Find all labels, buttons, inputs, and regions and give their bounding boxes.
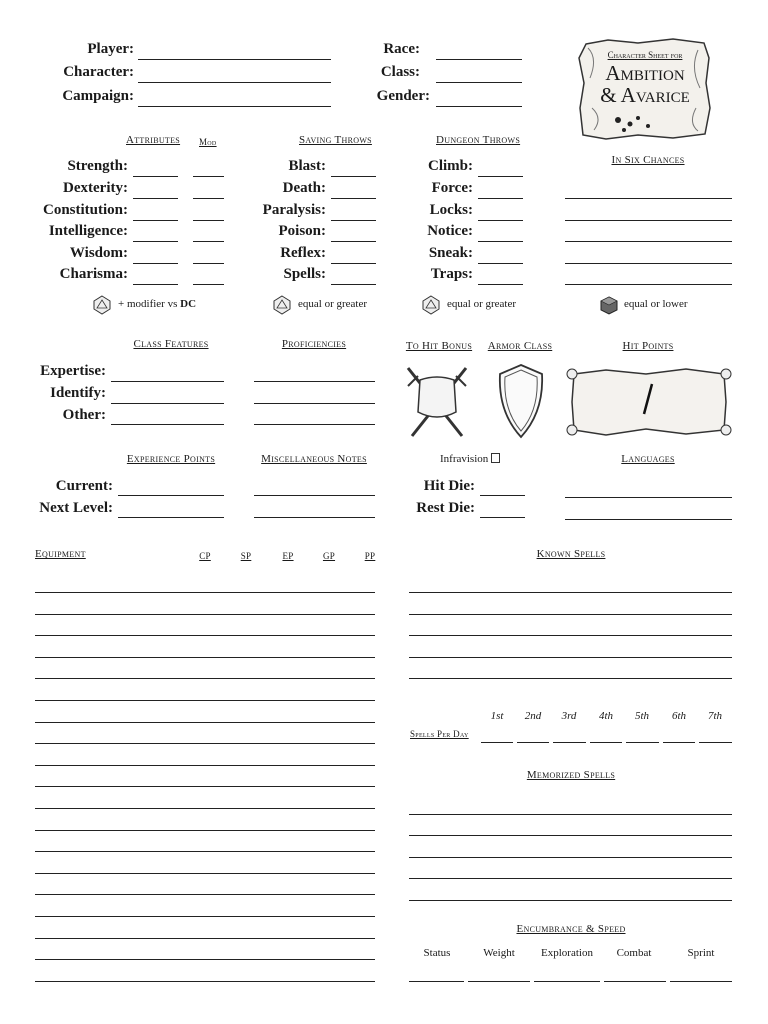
equipment-line[interactable] (35, 959, 375, 960)
infravision-text: Infravision (440, 453, 489, 465)
spell-level-2nd: 2nd (524, 710, 542, 722)
memorized-spell-line[interactable] (409, 857, 732, 858)
experience-title: Experience Points (126, 453, 216, 465)
infravision-label (440, 452, 500, 466)
other-label: Other: (62, 407, 106, 423)
save-spells-field[interactable] (331, 284, 376, 285)
rest-die-field[interactable] (480, 517, 525, 518)
mod-intelligence-field[interactable] (193, 241, 224, 242)
player-field[interactable] (138, 59, 331, 60)
dt-force-label: Force: (431, 180, 473, 196)
attr-strength-field[interactable] (133, 176, 178, 177)
spells-per-day-3rd-field[interactable] (553, 742, 586, 743)
spells-per-day-7th-field[interactable] (699, 742, 732, 743)
dt-locks-label: Locks: (429, 202, 473, 218)
dt-climb-label: Climb: (428, 158, 473, 174)
class-features-title: Class Features (133, 338, 209, 350)
dc-text: DC (180, 298, 197, 310)
attr-dexterity-field[interactable] (133, 198, 178, 199)
memorized-spell-line[interactable] (409, 814, 732, 815)
attr-charisma-label: Charisma: (59, 266, 128, 282)
equipment-line[interactable] (35, 830, 375, 831)
enc-status-field[interactable] (409, 981, 464, 982)
logo-line1: Character Sheet for (607, 50, 683, 60)
coin-ep: EP (282, 551, 294, 561)
memorized-spell-line[interactable] (409, 835, 732, 836)
equipment-line[interactable] (35, 700, 375, 701)
attr-strength-label: Strength: (67, 158, 128, 174)
spell-level-4th: 4th (598, 710, 614, 722)
equipment-line[interactable] (35, 938, 375, 939)
known-spell-line[interactable] (409, 614, 732, 615)
dt-sneak-label: Sneak: (428, 245, 473, 261)
mod-dexterity-field[interactable] (193, 198, 224, 199)
misc-notes-field-1[interactable] (254, 495, 375, 496)
coin-sp: SP (240, 551, 252, 561)
dt-locks-field[interactable] (478, 220, 523, 221)
coin-pp: PP (364, 551, 376, 561)
languages-field-2[interactable] (565, 519, 732, 520)
dt-sneak-field[interactable] (478, 263, 523, 264)
spells-per-day-1st-field[interactable] (481, 742, 513, 743)
saving-throws-title: Saving Throws (299, 134, 372, 146)
mod-wisdom-field[interactable] (193, 263, 224, 264)
attr-intelligence-field[interactable] (133, 241, 178, 242)
attr-intelligence-label: Intelligence: (48, 223, 128, 239)
race-label: Race: (383, 41, 420, 57)
equipment-line[interactable] (35, 808, 375, 809)
enc-exploration-header: Exploration (541, 947, 593, 959)
dt-traps-label: Traps: (430, 266, 473, 282)
shield-icon[interactable] (496, 362, 546, 440)
saving-note: equal or greater (298, 298, 368, 310)
attr-charisma-field[interactable] (133, 284, 178, 285)
equipment-line[interactable] (35, 592, 375, 593)
dt-notice-label: Notice: (427, 223, 473, 239)
spells-per-day-4th-field[interactable] (590, 742, 622, 743)
gender-label: Gender: (376, 88, 430, 104)
memorized-spell-line[interactable] (409, 878, 732, 879)
save-reflex-field[interactable] (331, 263, 376, 264)
attr-wisdom-field[interactable] (133, 263, 178, 264)
coin-gp: GP (322, 551, 336, 561)
known-spell-line[interactable] (409, 592, 732, 593)
spell-level-1st: 1st (490, 710, 504, 722)
equipment-line[interactable] (35, 894, 375, 895)
dt-climb-field[interactable] (478, 176, 523, 177)
crossed-swords-icon[interactable] (404, 362, 470, 442)
equipment-line[interactable] (35, 916, 375, 917)
equipment-line[interactable] (35, 765, 375, 766)
memorized-spells-title: Memorized Spells (526, 769, 616, 781)
spells-per-day-2nd-field[interactable] (517, 742, 549, 743)
mod-constitution-field[interactable] (193, 220, 224, 221)
attr-note (118, 297, 196, 311)
expertise-field[interactable] (111, 381, 224, 382)
six-chances-note: equal or lower (624, 298, 688, 310)
six-chances-field-3[interactable] (565, 241, 732, 242)
equipment-line[interactable] (35, 851, 375, 852)
equipment-line[interactable] (35, 657, 375, 658)
six-chances-field-1[interactable] (565, 198, 732, 199)
character-label: Character: (63, 64, 134, 80)
enc-combat-field[interactable] (604, 981, 666, 982)
save-paralysis-label: Paralysis: (262, 202, 326, 218)
misc-notes-title: Miscellaneous Notes (261, 453, 367, 465)
memorized-spell-line[interactable] (409, 900, 732, 901)
six-chances-title: In Six Chances (611, 154, 685, 166)
languages-title: Languages (621, 453, 675, 465)
languages-field-1[interactable] (565, 497, 732, 498)
attr-wisdom-label: Wisdom: (69, 245, 128, 261)
enc-sprint-header: Sprint (687, 947, 715, 959)
logo (578, 38, 712, 140)
known-spell-line[interactable] (409, 635, 732, 636)
save-blast-field[interactable] (331, 176, 376, 177)
identify-field[interactable] (111, 403, 224, 404)
infravision-checkbox[interactable] (491, 453, 500, 463)
save-blast-label: Blast: (288, 158, 326, 174)
next-level-label: Next Level: (39, 500, 113, 516)
gender-field[interactable] (436, 106, 522, 107)
proficiency-field-2[interactable] (254, 403, 375, 404)
attr-constitution-label: Constitution: (42, 202, 128, 218)
d20-icon (92, 295, 112, 315)
spells-per-day-6th-field[interactable] (663, 742, 695, 743)
class-label: Class: (380, 64, 420, 80)
equipment-line[interactable] (35, 743, 375, 744)
other-field[interactable] (111, 424, 224, 425)
equipment-line[interactable] (35, 635, 375, 636)
save-death-label: Death: (282, 180, 326, 196)
character-field[interactable] (138, 82, 331, 83)
hit-die-label: Hit Die: (423, 478, 475, 494)
d20-icon (272, 295, 292, 315)
six-chances-field-4[interactable] (565, 263, 732, 264)
spells-per-day-label: Spells Per Day (410, 729, 469, 739)
attr-constitution-field[interactable] (133, 220, 178, 221)
mod-title: Mod (199, 137, 217, 147)
player-label: Player: (87, 41, 134, 57)
hit-points-scroll-icon[interactable] (566, 366, 732, 438)
equipment-line[interactable] (35, 614, 375, 615)
attributes-title: Attributes (126, 134, 181, 146)
expertise-label: Expertise: (40, 363, 106, 379)
attr-dexterity-label: Dexterity: (63, 180, 128, 196)
equipment-line[interactable] (35, 873, 375, 874)
dt-traps-field[interactable] (478, 284, 523, 285)
armor-class-title: Armor Class (487, 340, 553, 352)
next-level-field[interactable] (118, 517, 224, 518)
spell-level-3rd: 3rd (561, 710, 577, 722)
save-paralysis-field[interactable] (331, 220, 376, 221)
dt-force-field[interactable] (478, 198, 523, 199)
equipment-line[interactable] (35, 786, 375, 787)
mod-charisma-field[interactable] (193, 284, 224, 285)
enc-exploration-field[interactable] (534, 981, 600, 982)
attr-note-text: + modifier vs (118, 298, 178, 310)
logo-line2: Ambition (605, 61, 685, 85)
d20-icon (421, 295, 441, 315)
enc-sprint-field[interactable] (670, 981, 732, 982)
logo-line3: & Avarice (600, 83, 690, 107)
known-spells-title: Known Spells (536, 548, 606, 560)
proficiencies-title: Proficiencies (281, 338, 347, 350)
enc-status-header: Status (423, 947, 451, 959)
current-xp-field[interactable] (118, 495, 224, 496)
save-spells-label: Spells: (283, 266, 326, 282)
equipment-line[interactable] (35, 981, 375, 982)
current-xp-label: Current: (55, 478, 113, 494)
hit-die-field[interactable] (480, 495, 525, 496)
to-hit-title: To Hit Bonus (405, 340, 473, 352)
dungeon-throws-title: Dungeon Throws (436, 134, 521, 146)
race-field[interactable] (436, 59, 522, 60)
campaign-label: Campaign: (62, 88, 134, 104)
equipment-title: Equipment (35, 548, 86, 560)
misc-notes-field-2[interactable] (254, 517, 375, 518)
spell-level-6th: 6th (671, 710, 687, 722)
proficiency-field-1[interactable] (254, 381, 375, 382)
coin-cp: CP (199, 551, 211, 561)
enc-combat-header: Combat (616, 947, 652, 959)
hit-points-title: Hit Points (622, 340, 674, 352)
save-death-field[interactable] (331, 198, 376, 199)
equipment-line[interactable] (35, 678, 375, 679)
class-field[interactable] (436, 82, 522, 83)
save-poison-label: Poison: (278, 223, 326, 239)
enc-weight-field[interactable] (468, 981, 530, 982)
spell-level-5th: 5th (634, 710, 650, 722)
known-spell-line[interactable] (409, 657, 732, 658)
encumbrance-title: Encumbrance & Speed (516, 923, 626, 935)
dungeon-note: equal or greater (447, 298, 517, 310)
d6-icon (599, 295, 619, 315)
equipment-line[interactable] (35, 722, 375, 723)
save-poison-field[interactable] (331, 241, 376, 242)
rest-die-label: Rest Die: (416, 500, 475, 516)
spell-level-7th: 7th (707, 710, 723, 722)
spells-per-day-5th-field[interactable] (626, 742, 659, 743)
campaign-field[interactable] (138, 106, 331, 107)
mod-strength-field[interactable] (193, 176, 224, 177)
enc-weight-header: Weight (483, 947, 515, 959)
dt-notice-field[interactable] (478, 241, 523, 242)
proficiency-field-3[interactable] (254, 424, 375, 425)
known-spell-line[interactable] (409, 678, 732, 679)
save-reflex-label: Reflex: (280, 245, 326, 261)
six-chances-field-5[interactable] (565, 284, 732, 285)
six-chances-field-2[interactable] (565, 220, 732, 221)
identify-label: Identify: (50, 385, 106, 401)
